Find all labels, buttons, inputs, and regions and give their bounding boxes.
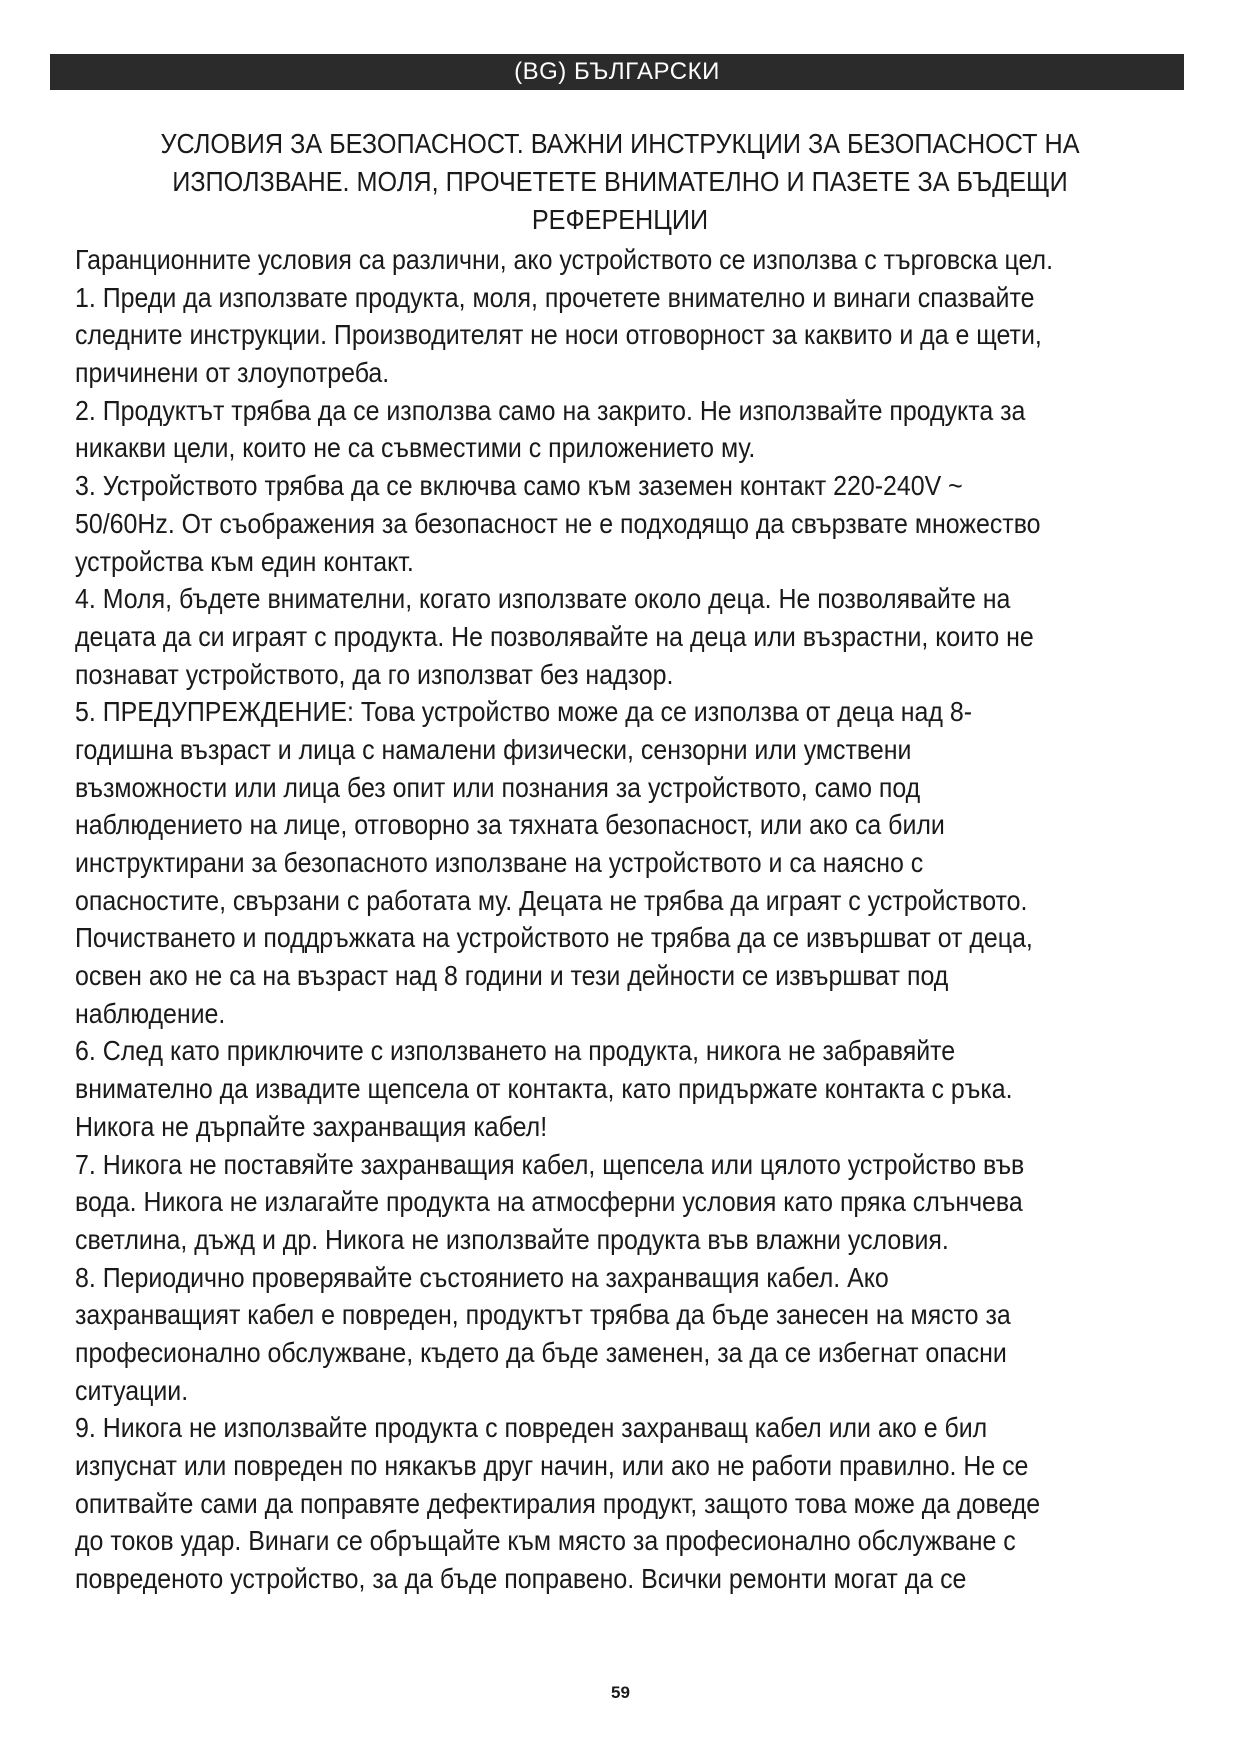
instructions-body: [75, 241, 1165, 1598]
text-line: опасностите, свързани с работата му. Децата не трябва да играят с устройството.: [75, 884, 1028, 916]
text-line: 9. Никога не използвайте продукта с повреден захранващ кабел или ако е бил: [75, 1412, 988, 1444]
text-line: познават устройството, да го използват без надзор.: [75, 658, 674, 690]
text-line: внимателно да извадите щепсела от контакта, като придържате контакта с ръка.: [75, 1073, 1013, 1105]
text-line: наблюдение.: [75, 997, 226, 1029]
text-line: никакви цели, които не са съвместими с приложението му.: [75, 432, 756, 464]
text-line: 2. Продуктът трябва да се използва само на закрито. Не използвайте продукта за: [75, 394, 1026, 426]
text-line: 7. Никога не поставяйте захранващия кабел, щепсела или цялото устройство във: [75, 1148, 1025, 1180]
text-line: Гаранционните условия са различни, ако устройството се използва с търговска цел.: [75, 244, 1054, 275]
text-line: 1. Преди да използвате продукта, моля, прочетете внимателно и винаги спазвайте: [75, 281, 1035, 313]
text-line: повреденото устройство, за да бъде поправено. Всички ремонти могат да се: [75, 1563, 967, 1595]
text-line: 3. Устройството трябва да се включва само към заземен контакт 220-240V ~: [75, 470, 963, 502]
language-label: (BG) БЪЛГАРСКИ: [514, 58, 720, 85]
text-line: освен ако не са на възраст над 8 години и тези дейности се извършват под: [75, 960, 949, 992]
text-line: светлина, дъжд и др. Никога не използвайте продукта във влажни условия.: [75, 1223, 949, 1255]
text-line: децата да си играят с продукта. Не позволявайте на деца или възрастни, които не: [75, 620, 1034, 652]
text-line: 50/60Hz. От съображения за безопасност не е подходящо да свързвате множество: [75, 507, 1041, 539]
text-line: годишна възраст и лица с намалени физически, сензорни или умствени: [75, 733, 912, 765]
text-line: изпуснат или повреден по някакъв друг начин, или ако не работи правилно. Не се: [75, 1450, 1029, 1481]
text-line: до токов удар. Винаги се обръщайте към място за професионално обслужване с: [75, 1525, 1016, 1557]
text-line: ситуации.: [75, 1374, 189, 1406]
page-number: 59: [611, 1683, 630, 1702]
language-header-bar: [50, 54, 1184, 90]
text-line: вода. Никога не излагайте продукта на атмосферни условия като пряка слънчева: [75, 1186, 1023, 1218]
text-line: наблюдението на лице, отговорно за тяхната безопасност, или ако са били: [75, 809, 945, 841]
text-line: опитвайте сами да поправяте дефектиралия продукт, защото това може да доведе: [75, 1487, 1041, 1519]
text-line: причинени от злоупотреба.: [75, 357, 390, 389]
text-line: 6. След като приключите с използването на продукта, никога не забравяйте: [75, 1035, 956, 1067]
text-line: професионално обслужване, където да бъде заменен, за да се избегнат опасни: [75, 1336, 1007, 1368]
text-line: устройства към един контакт.: [75, 545, 414, 577]
text-line: 4. Моля, бъдете внимателни, когато използвате около деца. Не позволявайте на: [75, 583, 1011, 615]
text-line: възможности или лица без опит или познания за устройството, само под: [75, 771, 921, 803]
text-line: Никога не дърпайте захранващия кабел!: [75, 1110, 548, 1142]
text-line: Почистването и поддръжката на устройството не трябва да се извършват от деца,: [75, 922, 1033, 954]
text-line: инструктирани за безопасното използване на устройството и са наясно с: [75, 847, 924, 878]
text-line: 8. Периодично проверявайте състоянието на захранващия кабел. Ако: [75, 1261, 889, 1293]
text-line: следните инструкции. Производителят не носи отговорност за каквито и да е щети,: [75, 319, 1042, 351]
text-line: 5. ПРЕДУПРЕЖДЕНИЕ: Това устройство може да се използва от деца над 8-: [75, 696, 973, 728]
text-line: захранващият кабел е повреден, продуктът трябва да бъде занесен на място за: [75, 1299, 1011, 1331]
safety-title: УСЛОВИЯ ЗА БЕЗОПАСНОСТ. ВАЖНИ ИНСТРУКЦИИ ЗА БЕЗОПАСНОСТ НА ИЗПОЛЗВАНЕ. МОЛЯ, ПРОЧЕТЕТЕ ВНИМАТЕЛНО И ПАЗЕТЕ ЗА БЪДЕЩИ РЕФЕРЕНЦИИ: [160, 128, 1080, 235]
